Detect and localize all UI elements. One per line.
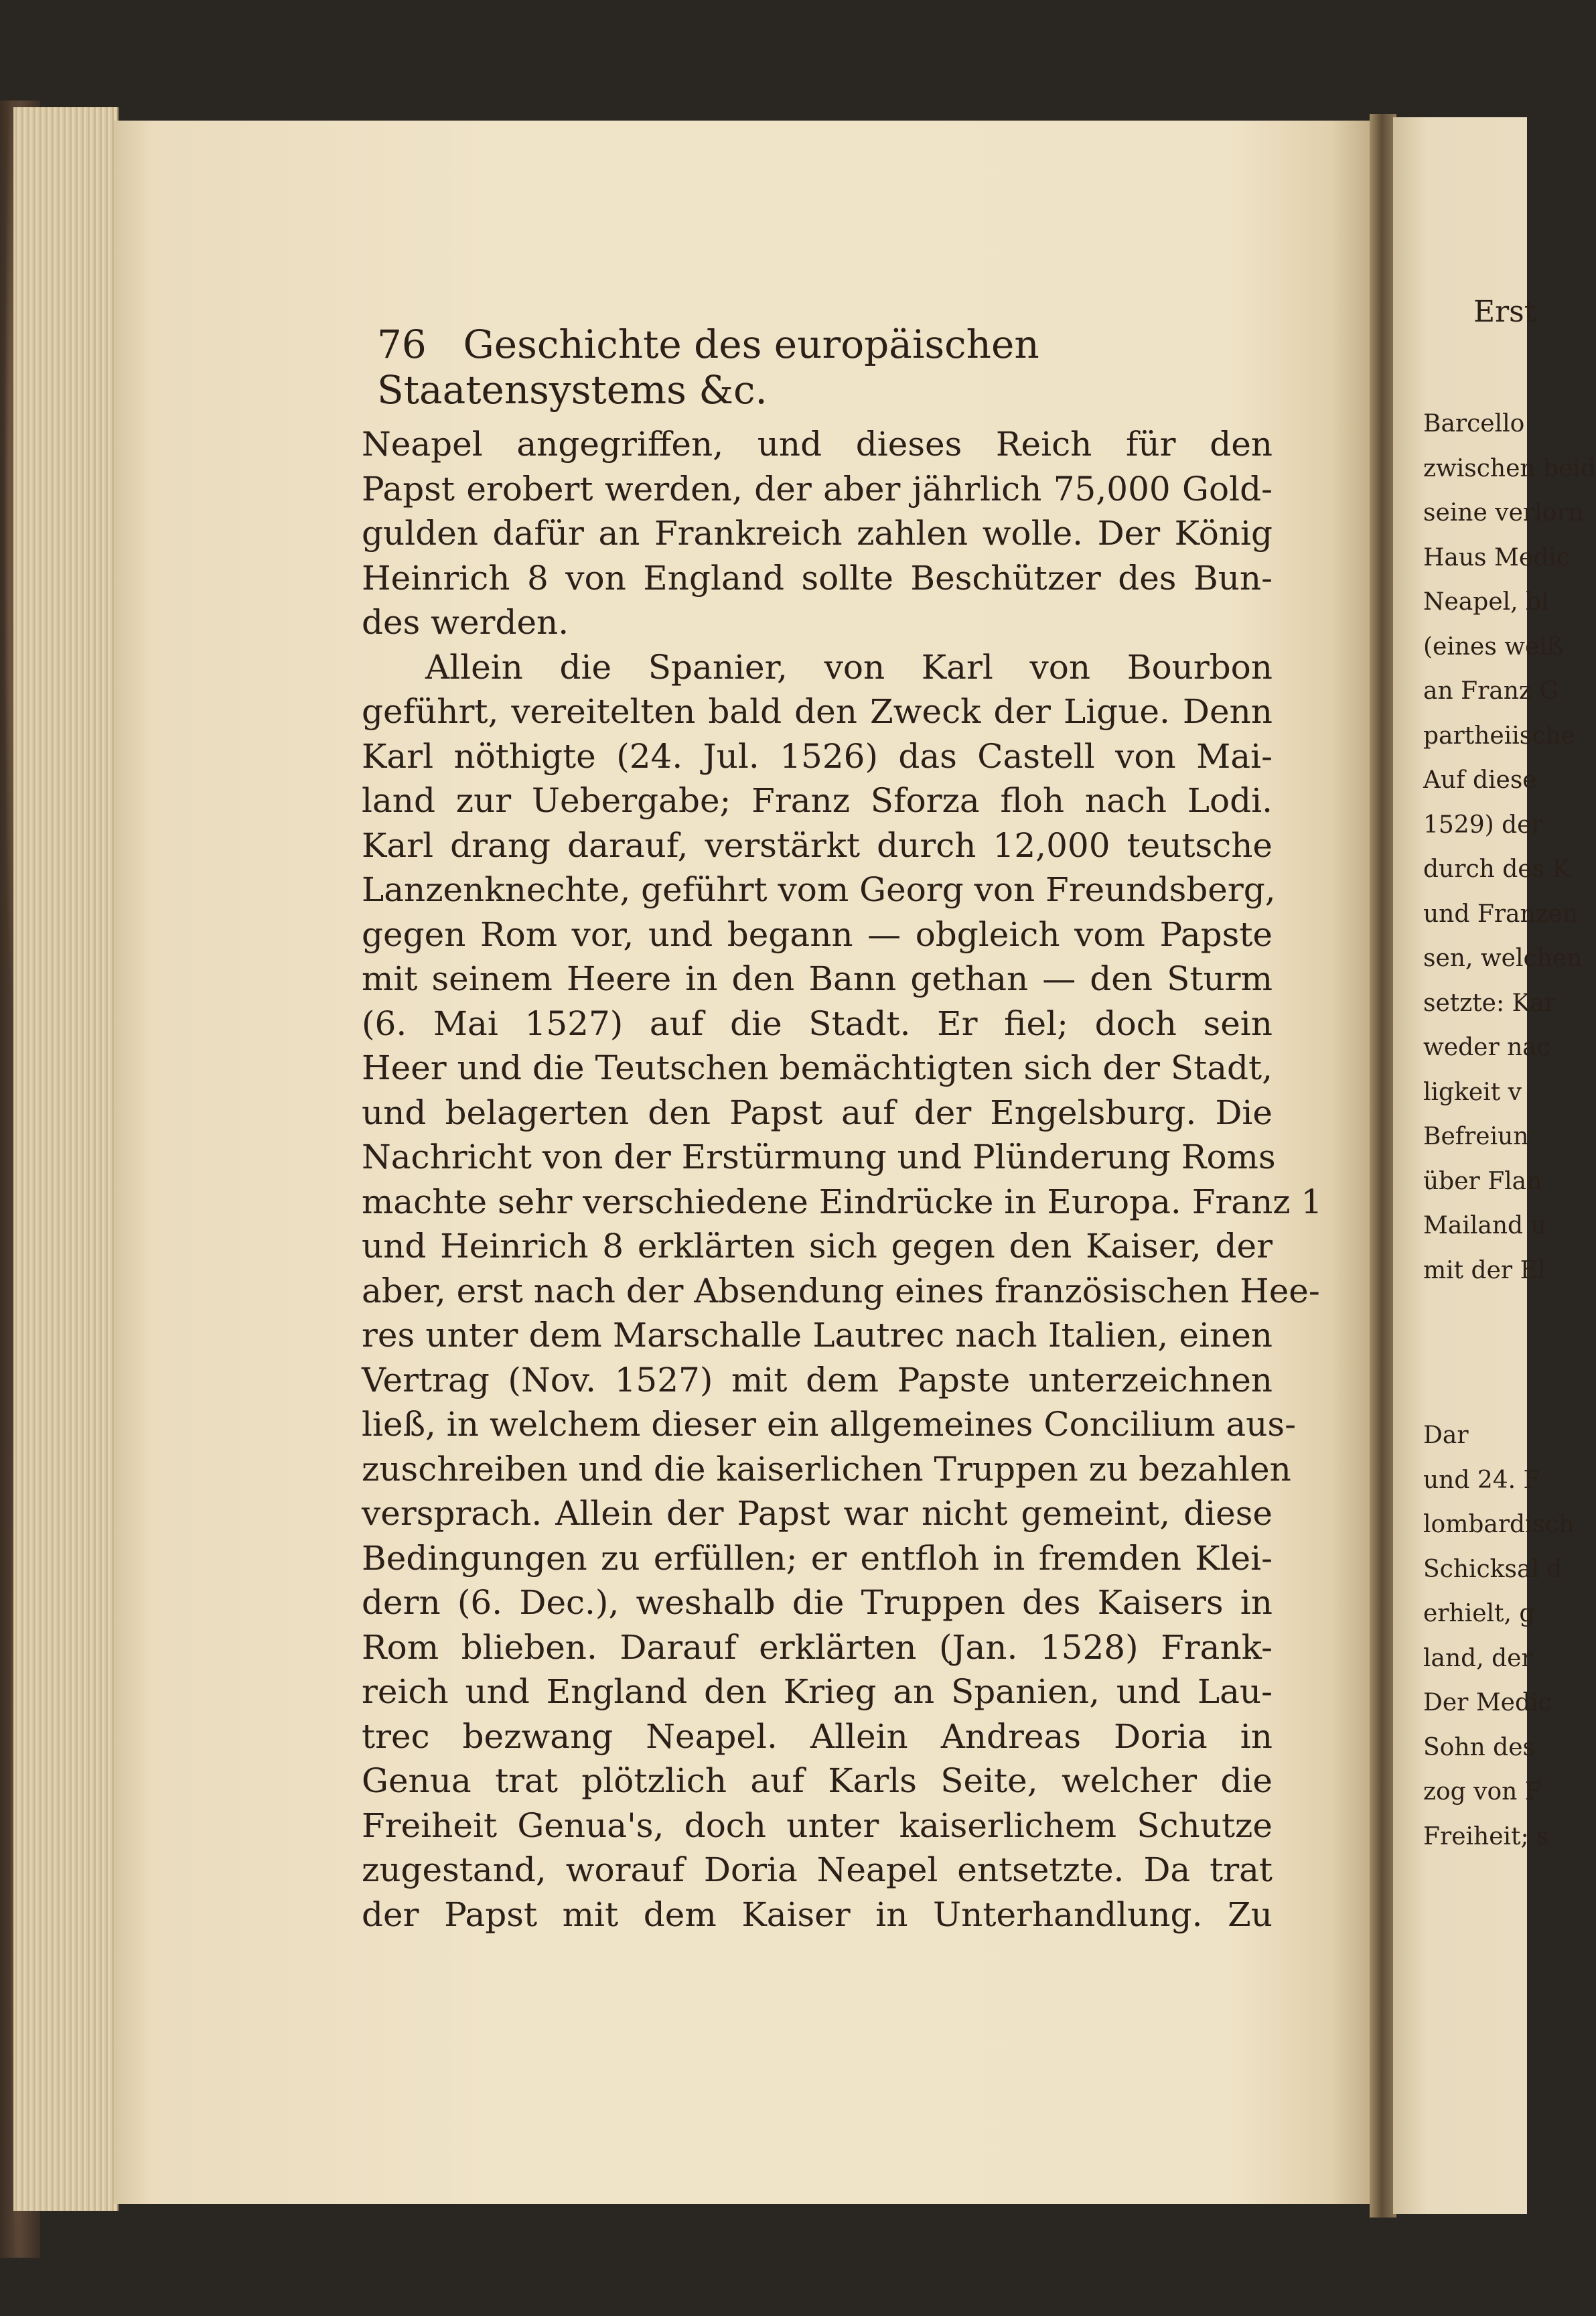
text-line: zuschreiben und die kaiserlichen Truppen zu bezahlen [362,1449,1291,1489]
book-gutter [1370,114,1396,2218]
text-line: Vertrag (Nov. 1527) mit dem Papste unterzeichnen [362,1360,1273,1400]
right-page-spacer [1423,241,1524,402]
text-line: Neapel angegriffen, und dieses Reich für den [362,425,1273,464]
body-text [362,422,1323,1937]
running-head [377,322,1281,413]
text-line: res unter dem Marschalle Lautrec nach Italien, einen [362,1316,1273,1355]
text-line: Nachricht von der Erstürmung und Plünderung Roms [362,1138,1276,1176]
text-line: Freiheit Genua's, doch unter kaiserlichem Schutze [362,1806,1273,1845]
right-page-text [1423,241,1596,1859]
text-line: Rom blieben. Darauf erklärten (Jan. 1528) Frank- [362,1627,1273,1667]
right-page-line: Auf diese [1423,766,1537,794]
right-page-line: Sohn des [1423,1733,1535,1761]
text-line: Allein die Spanier, von Karl von Bourbon [425,647,1273,687]
right-page-line: Mailand u [1423,1212,1546,1239]
text-line: (6. Mai 1527) auf die Stadt. Er fiel; doch sein [362,1004,1273,1043]
right-page-line: an Franz G [1423,677,1559,705]
right-page-line: Schicksal d [1423,1555,1563,1583]
right-page-line: zwischen beid [1423,454,1596,482]
text-line: gegen Rom vor, und begann — obgleich vom Papste [362,914,1273,954]
right-page-line: Neapel, bl [1423,588,1549,616]
right-page-line: zog von F [1423,1778,1542,1806]
right-page-line: sen, welchen [1423,945,1583,972]
right-page-line: und 24. F [1423,1466,1540,1494]
right-page-line: und Franzen [1423,900,1579,928]
right-page-line: partheiische [1423,722,1575,750]
text-line: Karl nöthigte (24. Jul. 1526) das Castell von Mai- [362,736,1273,776]
right-page-line: durch des K [1423,856,1571,883]
text-line: Bedingungen zu erfüllen; er entfloh in fremden Klei- [362,1538,1273,1578]
right-page-line: setzte: Kar [1423,989,1556,1017]
right-page-line: Freiheit; s [1423,1822,1549,1850]
text-line: aber, erst nach der Absendung eines französischen Hee- [362,1271,1320,1310]
right-page-line: Dar [1423,1422,1469,1449]
right-page-line: Der Medic [1423,1689,1552,1716]
text-line: und belagerten den Papst auf der Engelsburg. Die [362,1093,1273,1132]
right-page-line: 1529) der [1423,811,1543,839]
page-number: 76 [377,322,427,367]
right-page-line: über Flan [1423,1167,1542,1195]
text-line: Genua trat plötzlich auf Karls Seite, welcher die [362,1761,1273,1800]
text-line: mit seinem Heere in den Bann gethan — den Sturm [362,959,1273,998]
page-block-edge [13,107,119,2211]
text-line: geführt, vereitelten bald den Zweck der Ligue. Denn [362,692,1273,731]
right-page-gap [1423,1293,1524,1414]
right-page-line: lombardisch [1423,1511,1575,1538]
text-line: ließ, in welchem dieser ein allgemeines Concilium aus- [362,1405,1296,1444]
text-line: Heinrich 8 von England sollte Beschützer des Bun- [362,558,1273,598]
text-line: gulden dafür an Frankreich zahlen wolle. Der König [362,514,1273,553]
text-line: Karl drang darauf, verstärkt durch 12,000 teutsche [362,825,1273,865]
text-line: des werden. [362,603,569,642]
right-page-line: weder nac [1423,1034,1550,1061]
text-line: Heer und die Teutschen bemächtigten sich der Stadt, [362,1048,1273,1087]
text-line: dern (6. Dec.), weshalb die Truppen des Kaisers in [362,1583,1273,1622]
text-line: zugestand, worauf Doria Neapel entsetzte. Da trat [362,1850,1273,1889]
right-page-line: seine verlorn [1423,499,1584,527]
right-page-line: (eines weiß [1423,632,1563,661]
right-page-line: Haus Medic [1423,543,1570,571]
text-line: machte sehr verschiedene Eindrücke in Europa. Franz 1 [362,1182,1323,1221]
right-page-line: Befreiun [1423,1123,1529,1150]
right-page-line: land, der [1423,1644,1533,1672]
text-line: Papst erobert werden, der aber jährlich 75,000 Gold- [362,469,1273,508]
right-page-heading: Erst [1473,295,1536,329]
text-line: trec bezwang Neapel. Allein Andreas Doria in [362,1716,1273,1756]
text-line: land zur Uebergabe; Franz Sforza floh nach Lodi. [362,781,1273,820]
running-title: Geschichte des europäischen Staatensystems &c. [377,322,1039,413]
text-line: Lanzenknechte, geführt vom Georg von Freundsberg, [362,870,1276,909]
right-page-line: erhielt, g [1423,1600,1535,1627]
text-line: reich und England den Krieg an Spanien, und Lau- [362,1672,1273,1711]
right-page-line: ligkeit v [1423,1078,1522,1106]
right-page-line: mit der El [1423,1256,1546,1284]
right-page-line: Barcello [1423,410,1525,437]
text-line: versprach. Allein der Papst war nicht gemeint, diese [362,1494,1273,1533]
text-line: und Heinrich 8 erklärten sich gegen den Kaiser, der [362,1227,1273,1266]
text-line: der Papst mit dem Kaiser in Unterhandlung. Zu [362,1895,1273,1934]
